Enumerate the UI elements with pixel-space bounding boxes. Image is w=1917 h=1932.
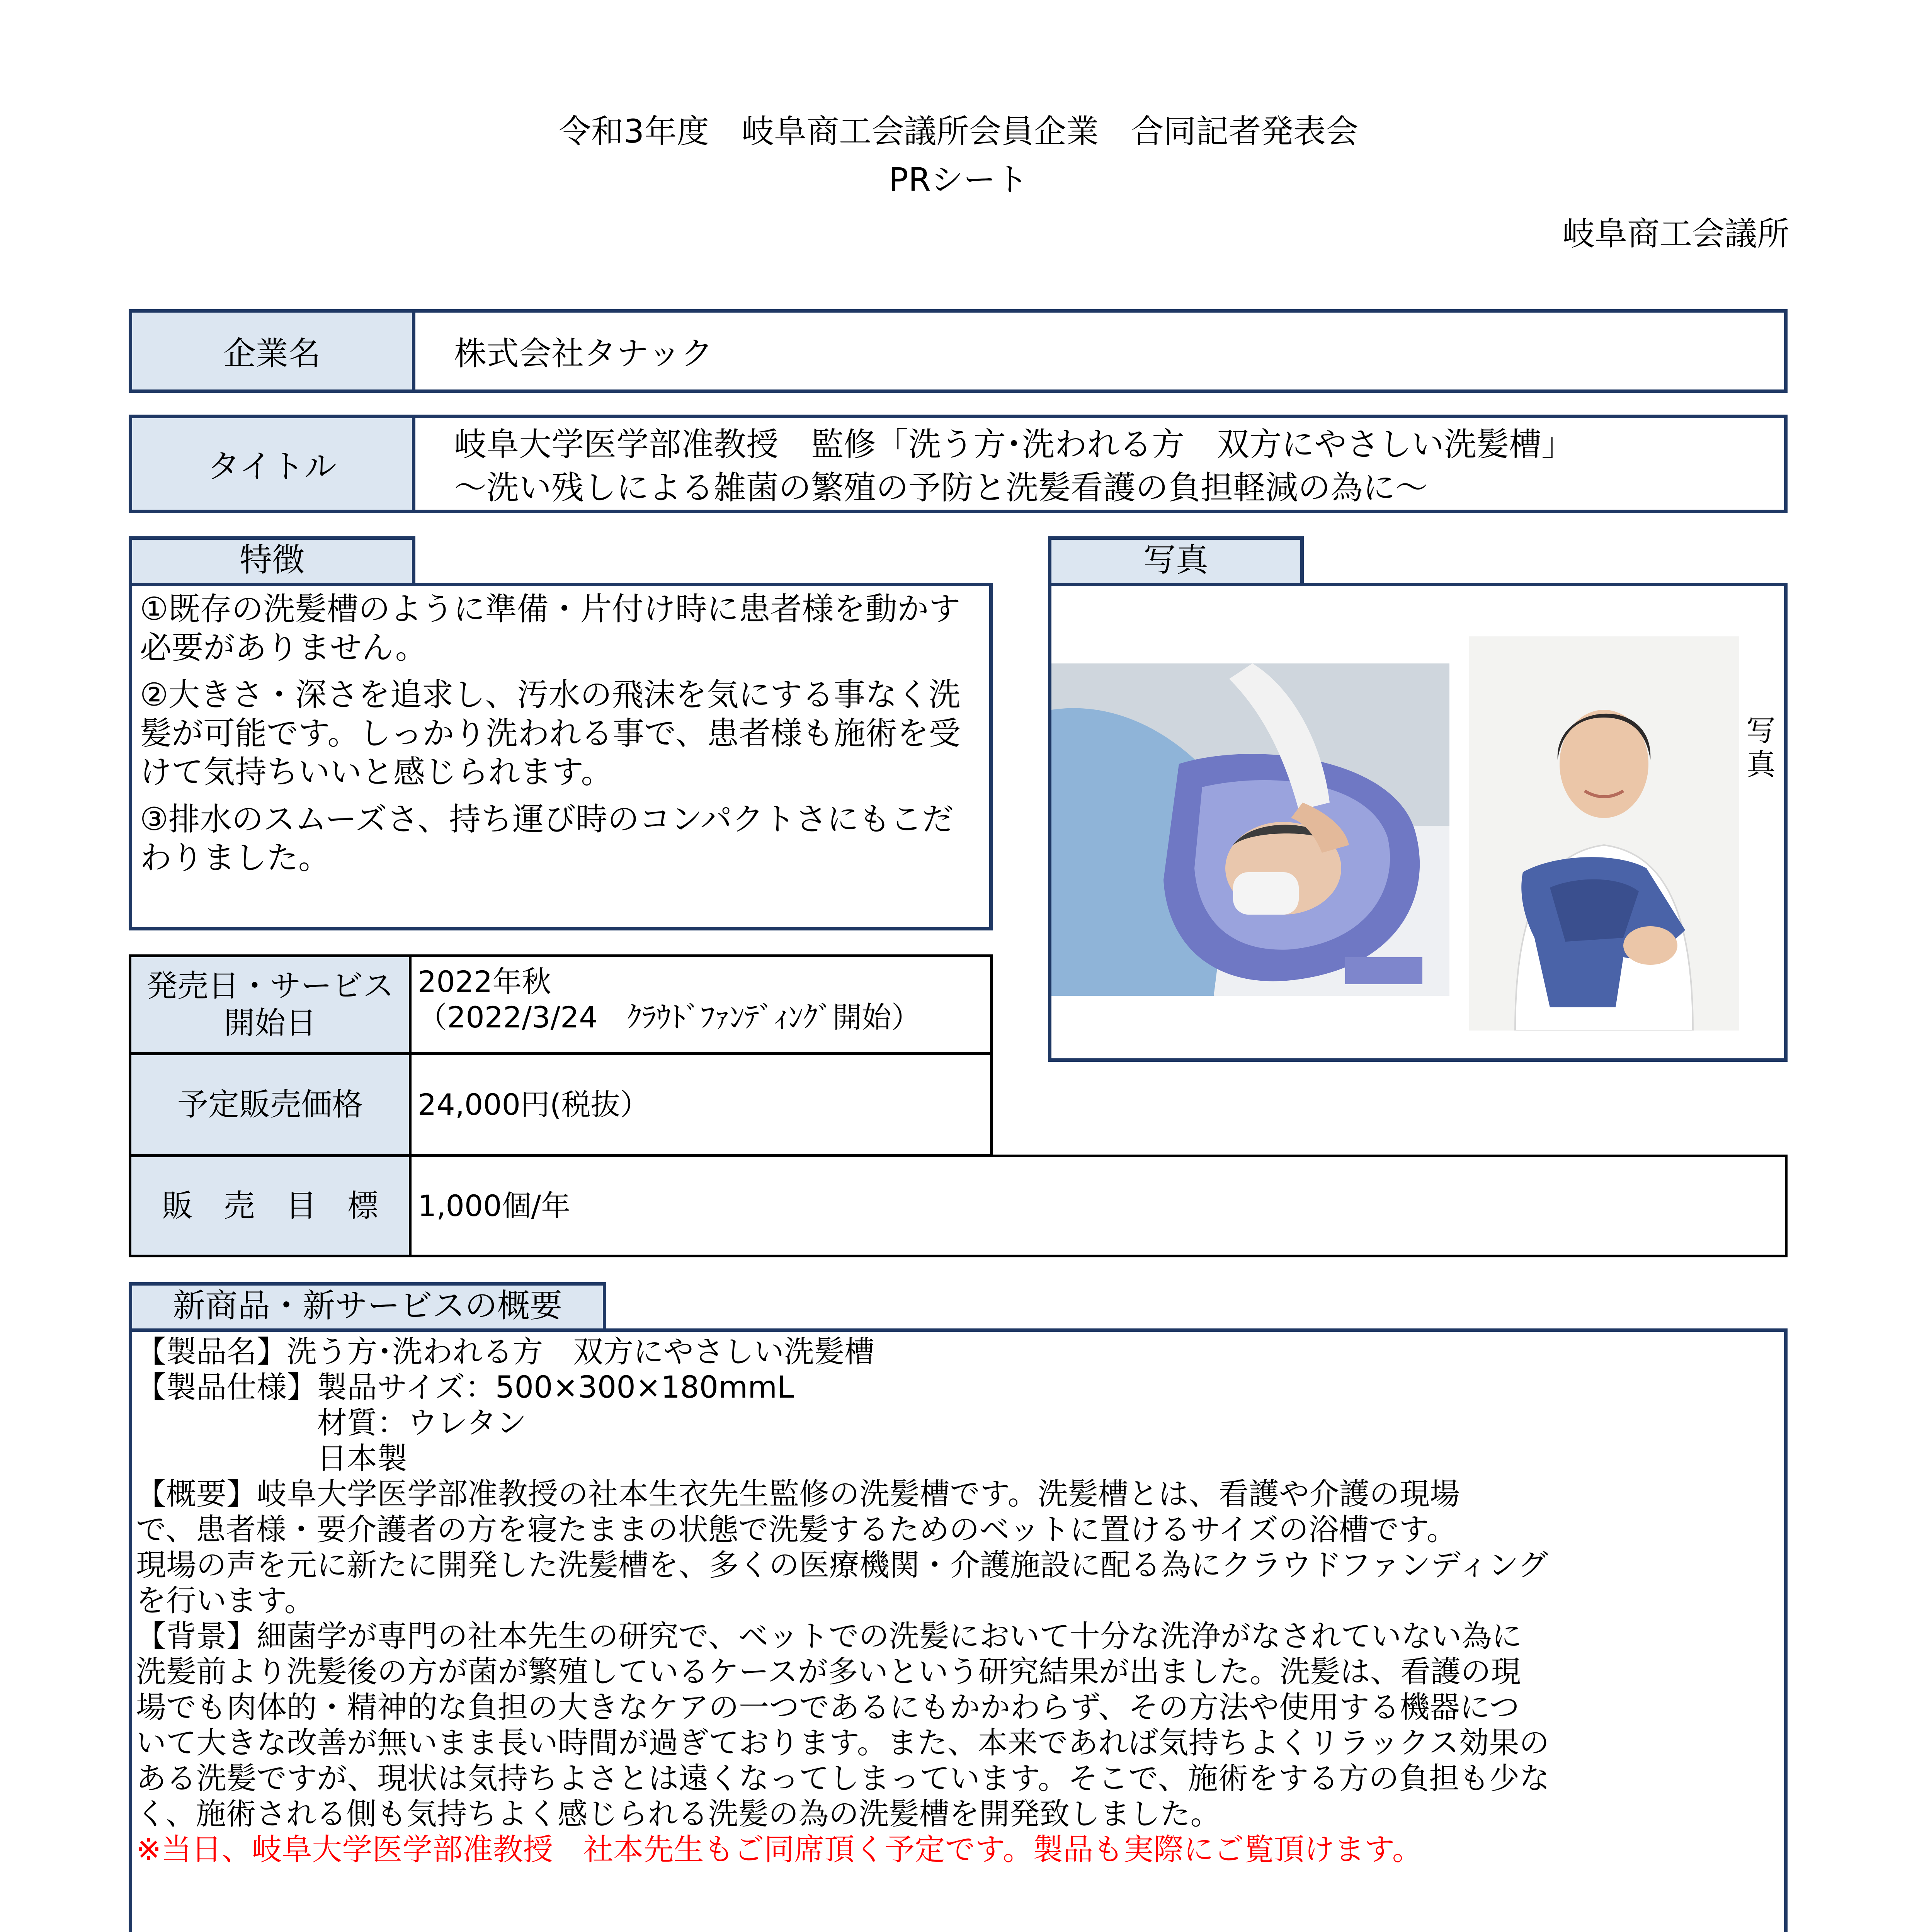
overview-notice: ※当日、岐阜大学医学部准教授 社本先生もご同席頂く予定です。製品も実際にご覧頂けます。 (136, 1832, 1422, 1867)
overview-line: 洗髪前より洗髪後の方が菌が繁殖しているケースが多いという研究結果が出ました。洗髪は、看護の現 (136, 1655, 1521, 1689)
overview-label: 新商品・新サービスの概要 (129, 1282, 606, 1332)
organization-name: 岐阜商工会議所 (1562, 215, 1789, 253)
feature-item: ②大きさ・深さを追求し、汚水の飛沫を気にする事なく洗髪が可能です。しっかり洗われる事で、患者様も施術を受けて気持ちいいと感じられます。 (140, 677, 961, 791)
photo-label: 写真 (1048, 536, 1304, 586)
overview-line: ある洗髪ですが、現状は気持ちよさとは遠くなってしまっています。そこで、施術をする方の負担も少な (136, 1761, 1550, 1796)
photo-caption: 写真 (1746, 713, 1776, 782)
feature-item: ③排水のスムーズさ、持ち運び時のコンパクトさにもこだわりました。 (140, 801, 954, 876)
document-subtitle: PRシート (888, 161, 1029, 199)
title-label: タイトル (129, 415, 415, 513)
overview-line: 現場の声を元に新たに開発した洗髪槽を、多くの医療機関・介護施設に配る為にクラウドファンディング (136, 1548, 1548, 1583)
overview-line: 【製品仕様】製品サイズ：500×300×180mmL (136, 1370, 794, 1405)
release-line2: （2022/3/24 ｸﾗｳﾄﾞﾌｧﾝﾃﾞｨﾝｸﾞ開始） (418, 1000, 921, 1034)
overview-line: で、患者様・要介護者の方を寝たままの状態で洗髪するためのベットに置けるサイズの浴槽です。 (136, 1512, 1457, 1547)
features-label: 特徴 (129, 536, 415, 586)
title-line1: 岐阜大学医学部准教授 監修「洗う方･洗われる方 双方にやさしい洗髪槽」 (454, 425, 1574, 463)
overview-line: 【概要】岐阜大学医学部准教授の社本生衣先生監修の洗髪槽です。洗髪槽とは、看護や介護の現場 (136, 1477, 1460, 1512)
target-value: 1,000個/年 (409, 1155, 1788, 1257)
features-box (129, 583, 993, 930)
title-line2: ～洗い残しによる雑菌の繁殖の予防と洗髪看護の負担軽減の為に～ (454, 469, 1428, 507)
price-label: 予定販売価格 (129, 1053, 412, 1157)
document-title: 令和3年度 岐阜商工会議所会員企業 合同記者発表会 (558, 112, 1359, 150)
product-in-use-photo (1051, 663, 1449, 996)
target-label: 販 売 目 標 (129, 1155, 412, 1257)
overview-line: いて大きな改善が無いまま長い時間が過ぎております。また、本来であれば気持ちよくリラックス効果の (136, 1726, 1550, 1760)
title-value (412, 415, 1788, 513)
overview-line: 材質：ウレタン (136, 1406, 527, 1440)
photo-box (1048, 583, 1788, 1062)
overview-line: く、施術される側も気持ちよく感じられる洗髪の為の洗髪槽を開発致しました。 (136, 1797, 1221, 1832)
release-value (409, 954, 993, 1055)
release-label: 発売日・サービス開始日 (129, 954, 412, 1055)
price-value: 24,000円(税抜） (409, 1053, 993, 1157)
overview-line: 【背景】細菌学が専門の社本先生の研究で、ベットでの洗髪において十分な洗浄がなされていない為に (136, 1619, 1522, 1654)
overview-line: 日本製 (136, 1441, 408, 1476)
overview-line: 【製品名】洗う方･洗われる方 双方にやさしい洗髪槽 (136, 1335, 875, 1369)
overview-line: 場でも肉体的・精神的な負担の大きなケアの一つであるにもかかわらず、その方法や使用する機器につ (136, 1690, 1520, 1725)
release-line1: 2022年秋 (418, 964, 551, 999)
company-label: 企業名 (129, 309, 415, 393)
overview-box (129, 1328, 1788, 1932)
company-value: 株式会社タナック (412, 309, 1788, 393)
overview-line: を行います。 (136, 1583, 315, 1618)
feature-item: ①既存の洗髪槽のように準備・片付け時に患者様を動かす必要がありません。 (140, 591, 961, 666)
person-with-product-photo (1469, 636, 1739, 1031)
